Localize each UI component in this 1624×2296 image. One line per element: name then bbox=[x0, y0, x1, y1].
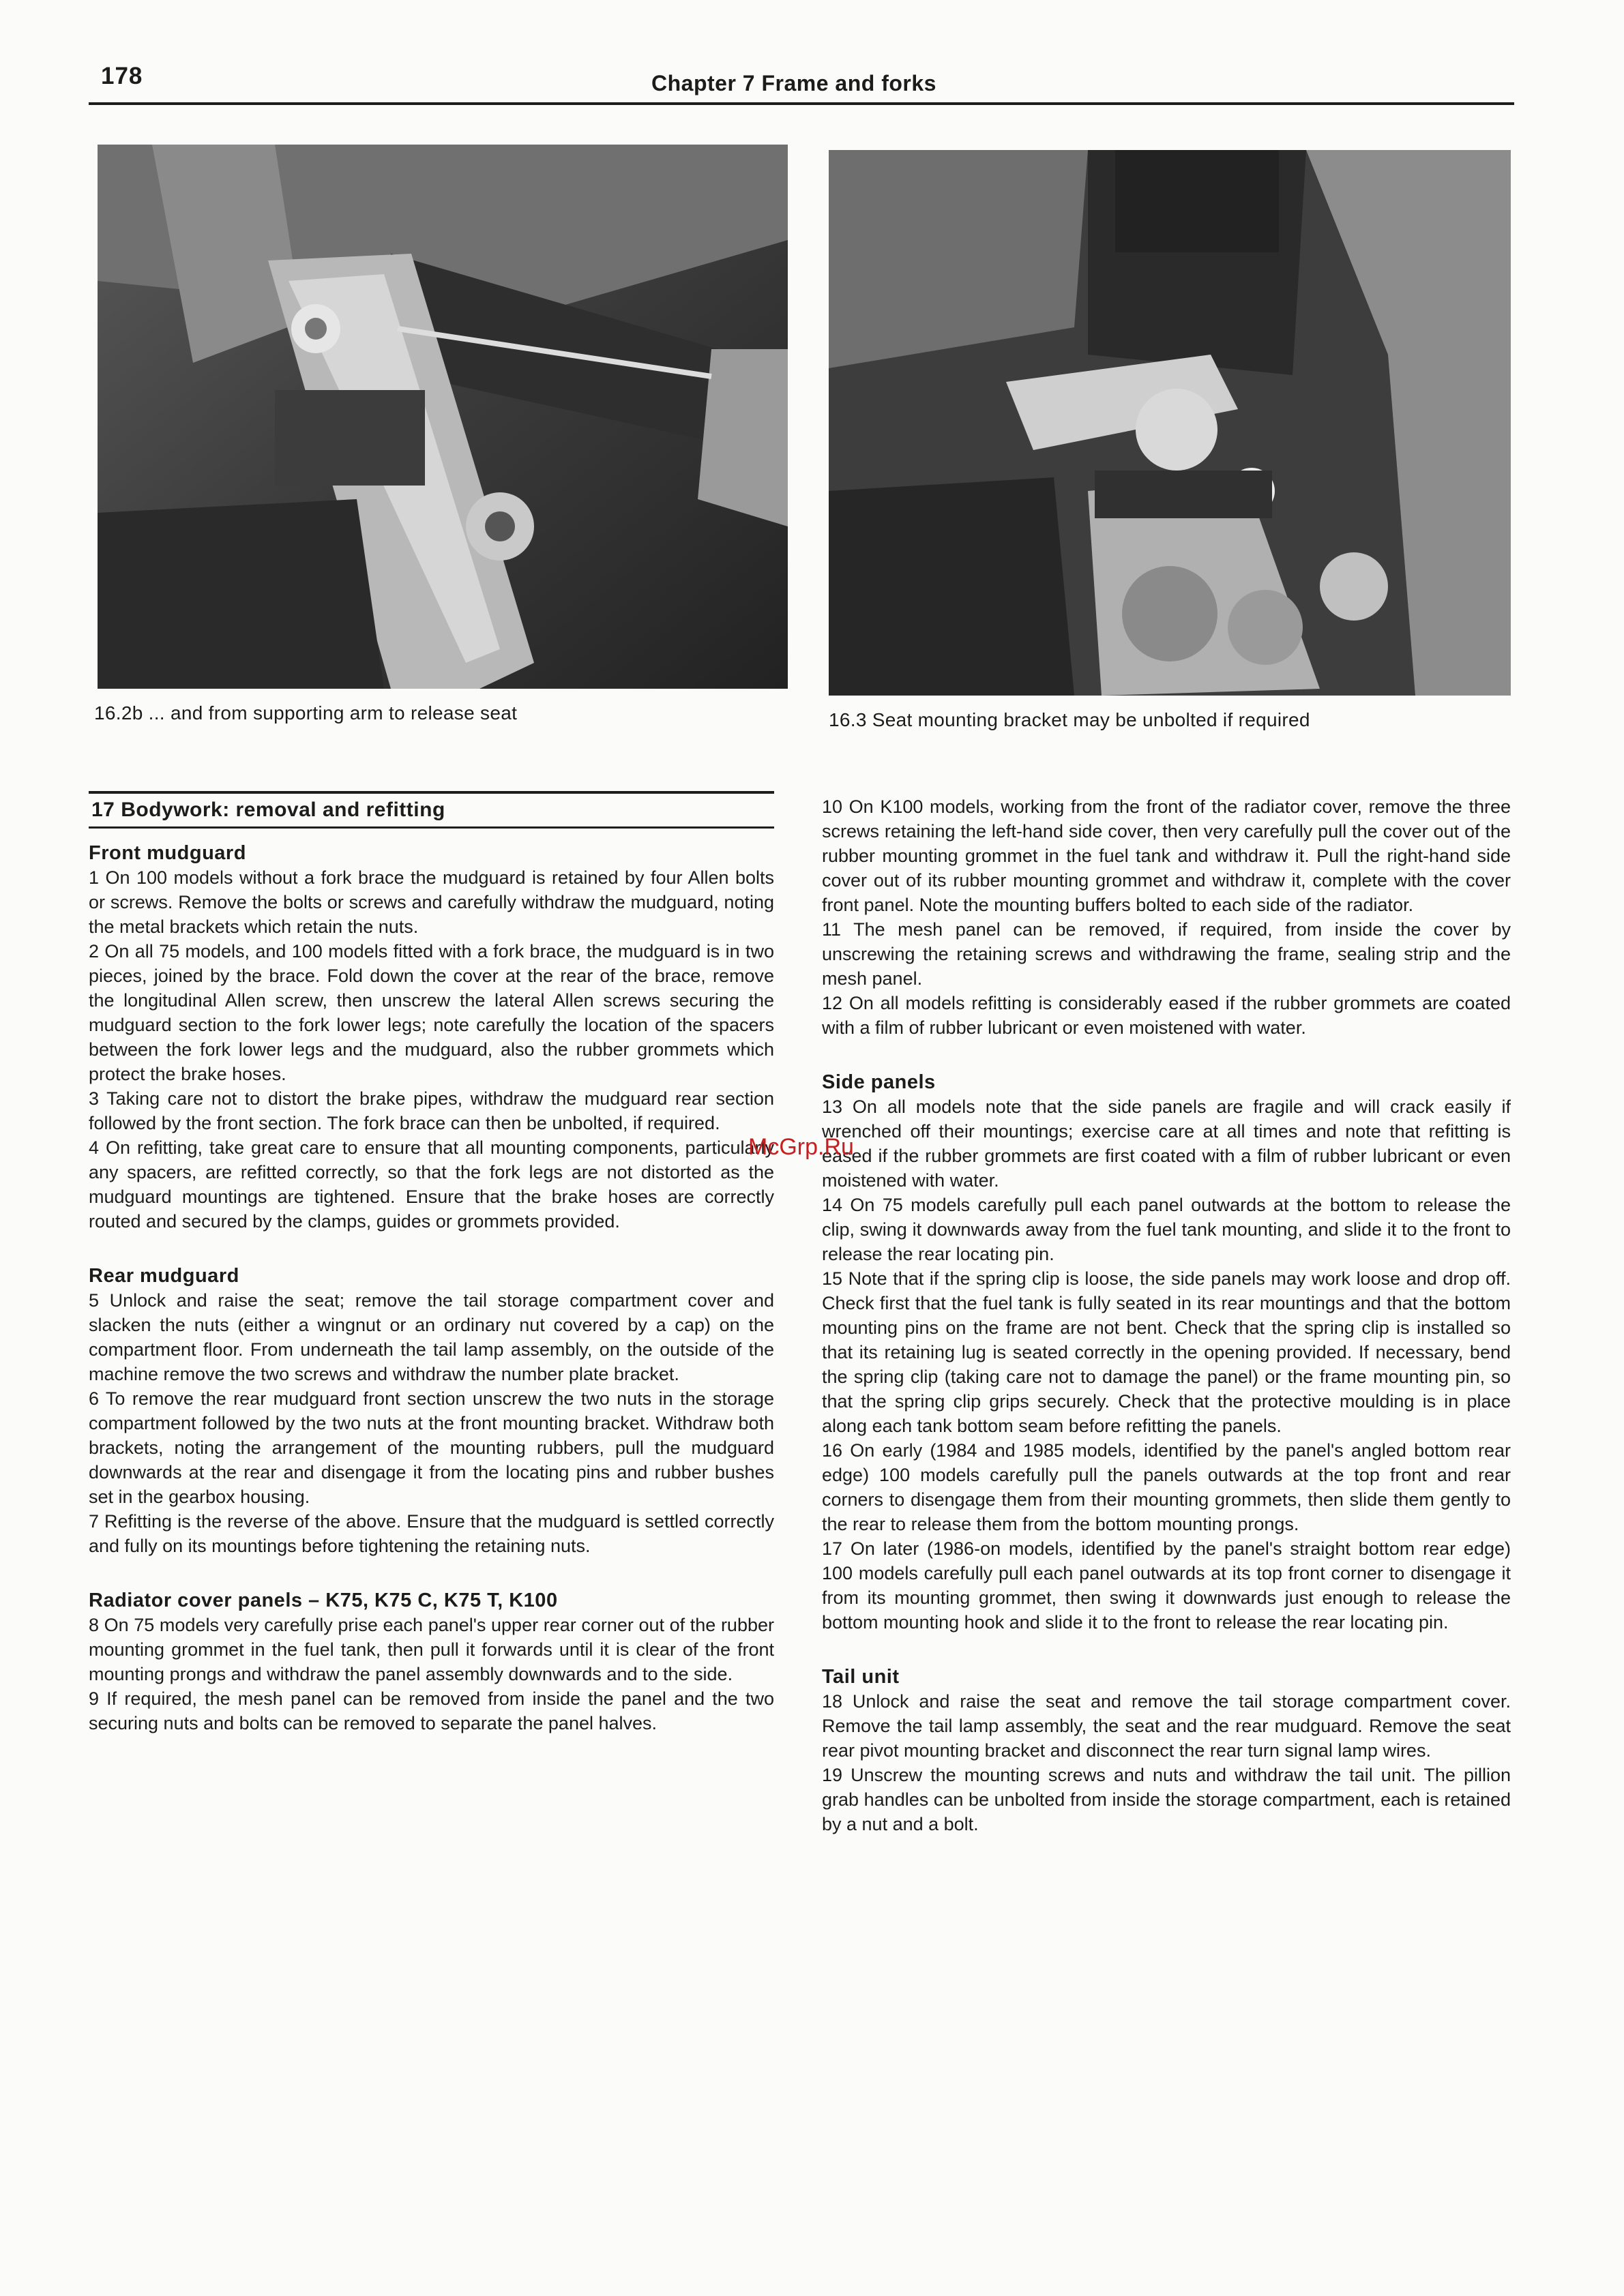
section-heading-box bbox=[89, 791, 774, 829]
figure-caption-16-2b: 16.2b ... and from supporting arm to release seat bbox=[94, 702, 518, 724]
subhead-radiator-cover: Radiator cover panels – K75, K75 C, K75 T, K100 bbox=[89, 1590, 558, 1611]
paragraph-13: 13 On all models note that the side panels are fragile and will crack easily if wrenched off their mountings; exercise care at all times and note that refitting is eased if the rubber grommets are first coated with a film of rubber lubricant or even moistened with water. bbox=[822, 1097, 1511, 1191]
right-column bbox=[822, 794, 1511, 1836]
watermark: McGrp.Ru bbox=[748, 1134, 854, 1160]
paragraph-2: 2 On all 75 models, and 100 models fitted with a fork brace, the mudguard is in two pieces, joined by the brace. Fold down the cover at the rear of the brace, remove the longitudinal Allen screw, then unscrew the lateral Allen screws securing the mudguard section to the fork lower legs; note carefully the location of the spacers between the fork lower legs and the mudguard, also the rubber grommets which protect the brake hoses. bbox=[89, 941, 774, 1084]
paragraph-3: 3 Taking care not to distort the brake pipes, withdraw the mudguard rear section followed by the front section. The fork brace can then be unbolted, if required. bbox=[89, 1088, 774, 1133]
paragraph-12: 12 On all models refitting is considerably eased if the rubber grommets are coated with a film of rubber lubricant or even moistened with water. bbox=[822, 993, 1511, 1038]
photo-seat-support-arm bbox=[98, 145, 788, 689]
paragraph-6: 6 To remove the rear mudguard front section unscrew the two nuts in the storage compartment followed by the two nuts at the front mounting bracket. Withdraw both brackets, noting the arrangement of the mounting rubbers, pull the mudguard downwards at the rear and disengage it from the locating pins and rubber bushes set in the gearbox housing. bbox=[89, 1388, 774, 1507]
paragraph-5: 5 Unlock and raise the seat; remove the tail storage compartment cover and slacken the nuts (either a wingnut or an ordinary nut covered by a cap) on the compartment floor. From underneath the tail lamp assembly, on the outside of the machine remove the two screws and withdraw the number plate bracket. bbox=[89, 1290, 774, 1384]
paragraph-17: 17 On later (1986-on models, identified by the panel's straight bottom rear edge) 100 models carefully pull each panel outwards at its top front corner to disengage it from its mounting grommet, then swing it downwards just enough to release the bottom mounting hook and slide it to the front to release the rear locating pin. bbox=[822, 1538, 1511, 1632]
subhead-front-mudguard: Front mudguard bbox=[89, 842, 246, 864]
paragraph-11: 11 The mesh panel can be removed, if required, from inside the cover by unscrewing the retaining screws and withdrawing the frame, sealing strip and the mesh panel. bbox=[822, 919, 1511, 989]
left-column bbox=[89, 791, 774, 1735]
paragraph-8: 8 On 75 models very carefully prise each panel's upper rear corner out of the rubber mounting grommet in the fuel tank, then pull it forwards until it is clear of the front mounting prongs and withdraw the panel assembly downwards and to the side. bbox=[89, 1615, 774, 1684]
photo-seat-support-arm-image bbox=[98, 145, 788, 689]
page-number: 178 bbox=[101, 63, 143, 89]
paragraph-19: 19 Unscrew the mounting screws and nuts and withdraw the tail unit. The pillion grab handles can be unbolted from inside the storage compartment, each is retained by a nut and a bolt. bbox=[822, 1765, 1511, 1834]
paragraph-4: 4 On refitting, take great care to ensure that all mounting components, particularly any spacers, are refitted correctly, so that the fork legs are not distorted as the mudguard mountings are tightened. Ensure that the brake hoses are correctly routed and secured by the clamps, guides or grommets provided. bbox=[89, 1137, 774, 1232]
photo-seat-mounting-bracket bbox=[829, 150, 1511, 696]
subhead-rear-mudguard: Rear mudguard bbox=[89, 1265, 239, 1287]
paragraph-16: 16 On early (1984 and 1985 models, identified by the panel's angled bottom rear edge) 100 models carefully pull the panels outwards at the top front and rear corners to disengage them from their mounting grommets, then slide them gently to the rear to release them from the bottom mounting prongs. bbox=[822, 1440, 1511, 1534]
paragraph-1: 1 On 100 models without a fork brace the mudguard is retained by four Allen bolts or screws. Remove the bolts or screws and carefully withdraw the mudguard, noting the metal brackets which retain the nuts. bbox=[89, 867, 774, 937]
figure-caption-16-3: 16.3 Seat mounting bracket may be unbolted if required bbox=[829, 709, 1310, 730]
photo-seat-mounting-bracket-image bbox=[829, 150, 1511, 696]
paragraph-9: 9 If required, the mesh panel can be removed from inside the panel and the two securing nuts and bolts can be removed to separate the panel halves. bbox=[89, 1688, 774, 1733]
header-rule bbox=[89, 102, 1514, 105]
section-title: 17 Bodywork: removal and refitting bbox=[91, 799, 445, 821]
paragraph-18: 18 Unlock and raise the seat and remove the tail storage compartment cover. Remove the tail lamp assembly, the seat and the rear mudguard. Remove the seat rear pivot mounting bracket and disconnect the rear turn signal lamp wires. bbox=[822, 1691, 1511, 1761]
paragraph-7: 7 Refitting is the reverse of the above. Ensure that the mudguard is settled correctly and fully on its mountings before tightening the retaining nuts. bbox=[89, 1511, 774, 1556]
paragraph-15: 15 Note that if the spring clip is loose, the side panels may work loose and drop off. Check first that the fuel tank is fully seated in its rear mountings and that the bottom mounting pins on the frame are not bent. Check that the spring clip is installed so that its retaining lug is seated correctly in the opening provided. If necessary, bend the spring clip (taking care not to damage the panel) or the frame mounting pin, so that the spring clip grips securely. Check that the protective moulding is in place along each tank bottom seam before refitting the panels. bbox=[822, 1268, 1511, 1436]
subhead-tail-unit: Tail unit bbox=[822, 1666, 900, 1688]
subhead-side-panels: Side panels bbox=[822, 1071, 936, 1093]
paragraph-14: 14 On 75 models carefully pull each panel outwards at the bottom to release the clip, swing it downwards away from the fuel tank mounting, and slide it to the front to release the rear locating pin. bbox=[822, 1195, 1511, 1264]
paragraph-10: 10 On K100 models, working from the front of the radiator cover, remove the three screws retaining the left-hand side cover, then very carefully pull the cover out of the rubber mounting grommet in the fuel tank and withdraw it. Pull the right-hand side cover out of its rubber mounting grommet and withdraw it, complete with the cover front panel. Note the mounting buffers bolted to each side of the radiator. bbox=[822, 796, 1511, 915]
chapter-title: Chapter 7 Frame and forks bbox=[651, 71, 936, 95]
